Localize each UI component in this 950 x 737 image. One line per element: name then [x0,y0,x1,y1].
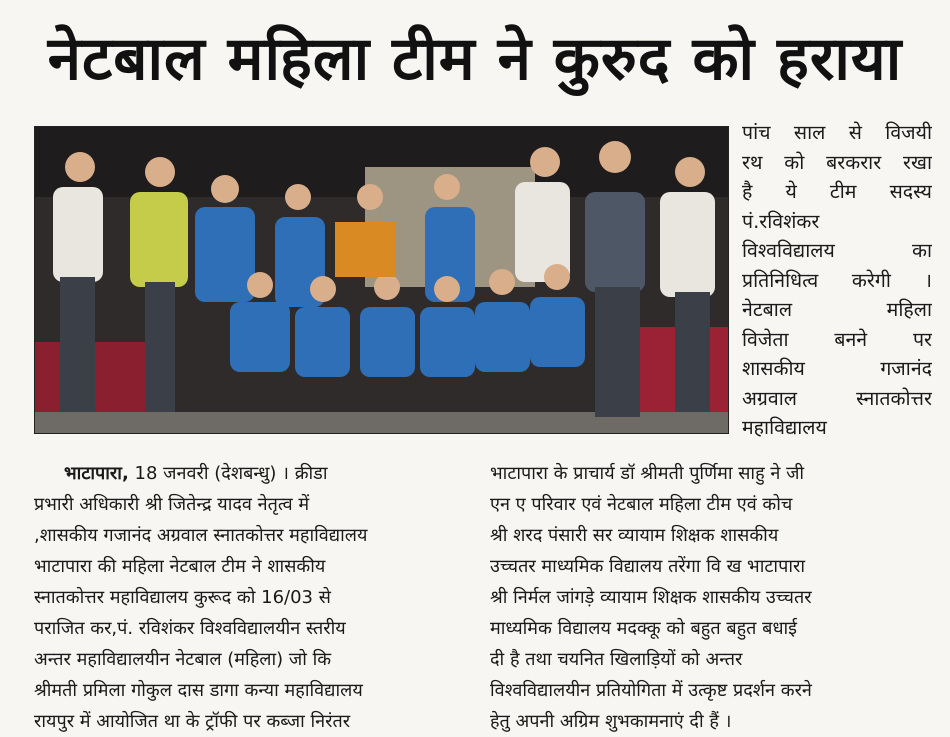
side-line: पं.रविशंकर [742,209,820,233]
body-line: प्रभारी अधिकारी श्री जितेन्द्र यादव नेतृत्व में [34,494,310,515]
side-column [742,118,932,443]
body-line: माध्यमिक विद्यालय मदक्कू को बहुत बहुत बधाई [490,618,798,639]
body-line: अन्तर महाविद्यालयीन नेटबाल (महिला) जो कि [34,649,332,670]
body-line: स्नातकोत्तर महाविद्यालय कुरूद को 16/03 से [34,587,331,608]
dateline-rest: 18 जनवरी (देशबन्धु) । क्रीडा [128,463,328,484]
body-line: हेतु अपनी अग्रिम शुभकामनाएं दी हैं । [490,711,732,732]
body-line: भाटापारा के प्राचार्य डॉ श्रीमती पुर्णिमा साहु ने जी [490,463,805,484]
body-line: ,शासकीय गजानंद अग्रवाल स्नातकोत्तर महाविद्यालय [34,525,368,546]
side-line: प्रतिनिधित्व करेगी । [742,268,932,292]
side-line: है ये टीम सदस्य [742,180,932,203]
body-line: एन ए परिवार एवं नेटबाल महिला टीम एवं कोच [490,494,793,515]
side-line: अग्रवाल स्नातकोत्तर [742,386,932,410]
left-column [34,458,466,737]
body-line [34,458,466,489]
body-line: श्री शरद पंसारी सर व्यायाम शिक्षक शासकीय [490,525,779,546]
headline: नेटबाल महिला टीम ने कुरुद को हराया [47,24,903,94]
side-line: नेटबाल महिला [742,298,932,321]
side-line: पांच साल से विजयी [742,121,932,144]
body-line: पराजित कर,पं. रविशंकर विश्वविद्यालयीन स्तरीय [34,618,346,639]
side-line: शासकीय गजानंद [742,357,932,380]
group-photo-icon [35,127,728,433]
side-line: महाविद्यालय [742,416,827,439]
side-line: विश्वविद्यालय का [742,239,932,262]
body-line: रायपुर में आयोजित था के ट्रॉफी पर कब्जा निरंतर [34,711,351,732]
body-line: दी है तथा चयनित खिलाड़ियों को अन्तर [490,649,743,670]
body-line: श्री निर्मल जांगड़े व्यायाम शिक्षक शासकीय उच्चतर [490,587,812,608]
body-line: भाटापारा की महिला नेटबाल टीम ने शासकीय [34,556,326,577]
dateline: भाटापारा, [64,463,129,484]
body-line: विश्वविद्यालयीन प्रतियोगिता में उत्कृष्ट प्रदर्शन करने [490,680,812,701]
team-photo [34,126,729,434]
right-column [490,458,930,737]
side-line: विजेता बनने पर [742,327,932,351]
body-line: श्रीमती प्रमिला गोकुल दास डागा कन्या महाविद्यालय [34,680,363,701]
side-line: रथ को बरकरार रखा [742,150,932,174]
body-line: उच्चतर माध्यमिक विद्यालय तरेंगा वि ख भाटापारा [490,556,806,577]
